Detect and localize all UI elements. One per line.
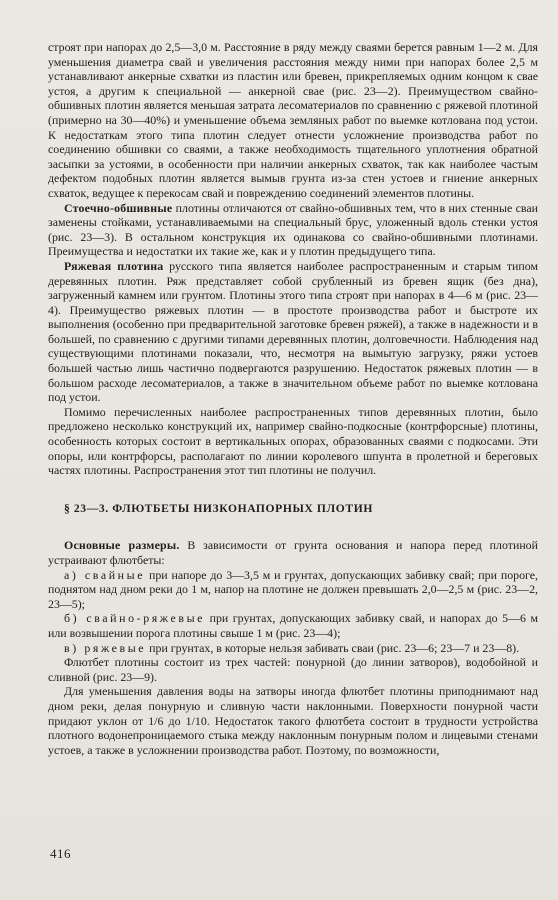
term-svaino-ryazhevye: б) свайно-ряжевые xyxy=(64,611,206,626)
term-main-dimensions: Основные размеры. xyxy=(64,538,180,553)
list-item-svaino-ryazhevye xyxy=(48,611,538,640)
term-svainye: а) свайные xyxy=(64,567,146,582)
paragraph-body: плотины отличаются от свайно-обшивных тем, что в них стенные сваи заменены стойками, устанавливаемыми на специальный брус, уложенный вдоль стенки устоя (рис. 23—3). В остальном конструкция их одинакова со свайно-обшивными плотинами. Преимущества и недостатки их такие же, как и у плотин предыдущего типа. xyxy=(48,200,538,259)
page-number: 416 xyxy=(50,846,71,861)
paragraph-other-types: Помимо перечисленных наиболее распространенных типов деревянных плотин, было предложено несколько конструкций их, например свайно-подкосные (контрфорсные) плотины, особенность которых состоит в вертикальных опорах, образованных сваями с подкосами. Эти опоры, или контрфорсы, располагают по линии королевого шпунта в пролетной и береговых частях плотины. Распространения этот тип плотины не получил. xyxy=(48,404,538,478)
paragraph-stoechno-obshivnye xyxy=(48,201,538,259)
paragraph-flutbet-parts: Флютбет плотины состоит из трех частей: понурной (до линии затворов), водобойной и сливной (рис. 23—9). xyxy=(48,655,538,684)
list-item-body: при грунтах, в которые нельзя забивать сваи (рис. 23—6; 23—7 и 23—8). xyxy=(146,640,520,655)
paragraph-flutbet-slope: Для уменьшения давления воды на затворы иногда флютбет плотины приподнимают над дном реки, делая понурную и сливную части наклонными. Поверхности понурной части придают уклон от 1/6 до 1/10. Недостаток такого флютбета состоит в трудности устройства плотного водонепроницаемого стыка между наклонным понурным полом и лицевыми стенами устоев, а также в усложнении производства работ. Поэтому, по возможности, xyxy=(48,684,538,757)
term-ryazhevye: в) ряжевые xyxy=(64,640,147,655)
list-item-svainye xyxy=(48,568,538,612)
paragraph-body: русского типа является наиболее распространенным и старым типом деревянных плотин. Ряж представляет собой срубленный из бревен ящик (без дна), загруженный камнем или грунтом. Плотины этого типа строят при напорах в 4—6 м (рис. 23—4). Преимущество ряжевых плотин — в простоте производства работ и быстроте их выполнения (особенно при предварительной заготовке бревен ряжей), а также в надежности и в большей, по сравнению с другими типами деревянных плотин, долговечности. Наблюдения над существующими плотинами показали, что, несмотря на вымытую загрузку, ряжи устоев большей частью лишь частично подвергаются разрушению. Недостаток ряжевых плотин — в большом расходе лесоматериалов, а также в значительном объеме работ по выемке котлована под устои. xyxy=(48,258,538,405)
list-item-ryazhevye xyxy=(48,641,538,656)
list-item-body: при напоре до 3—3,5 м и грунтах, допускающих забивку свай; при пороге, поднятом над дном реки до 1 м, напор на плотине не должен превышать 2,0—2,5 м (рис. 23—2, 23—5); xyxy=(48,567,539,611)
paragraph-body: В зависимости от грунта основания и напора перед плотиной устраивают флютбеты: xyxy=(48,538,538,567)
paragraph-main-dimensions xyxy=(48,538,538,567)
paragraph-svaino-obshivnye: строят при напорах до 2,5—3,0 м. Расстояние в ряду между сваями берется равным 1—2 м. Для уменьшения диаметра свай и увеличения расстояния между ними при напорах более 2,5 м устанавливают анкерные схватки из пластин или бревен, прикрепляемых одним концом к свае устоя, а другим к специальной — анкерной свае (рис. 23—2). Преимуществом свайно-обшивных плотин является меньшая затрата лесоматериалов по сравнению с ряжевой плотиной (примерно на 30—40%) и уменьшение объема земляных работ по выемке котлована под устои. К недостаткам этого типа плотин следует отнести усложнение производства работ по соединению обшивки со сваями, а также необходимость тщательного уплотнения обратной засыпки за устоями, в особенности при наличии анкерных схваток, так как наиболее частым дефектом подобных плотин является вымыв грунта из-за стен устоев и гниение анкерных схваток, ведущее к перекосам свай и повреждению соединений элементов плотины. xyxy=(48,40,538,200)
term-stoechno-obshivnye: Стоечно-обшивные xyxy=(64,200,173,215)
paragraph-ryazhevaya xyxy=(48,259,538,405)
list-item-body: при грунтах, допускающих забивку свай, и напорах до 5—6 м или возвышении порога плотины свыше 1 м (рис. 23—4); xyxy=(48,611,538,640)
section-heading: § 23—3. ФЛЮТБЕТЫ НИЗКОНАПОРНЫХ ПЛОТИН xyxy=(64,501,373,515)
term-ryazhevaya-plotina: Ряжевая плотина xyxy=(64,258,164,273)
